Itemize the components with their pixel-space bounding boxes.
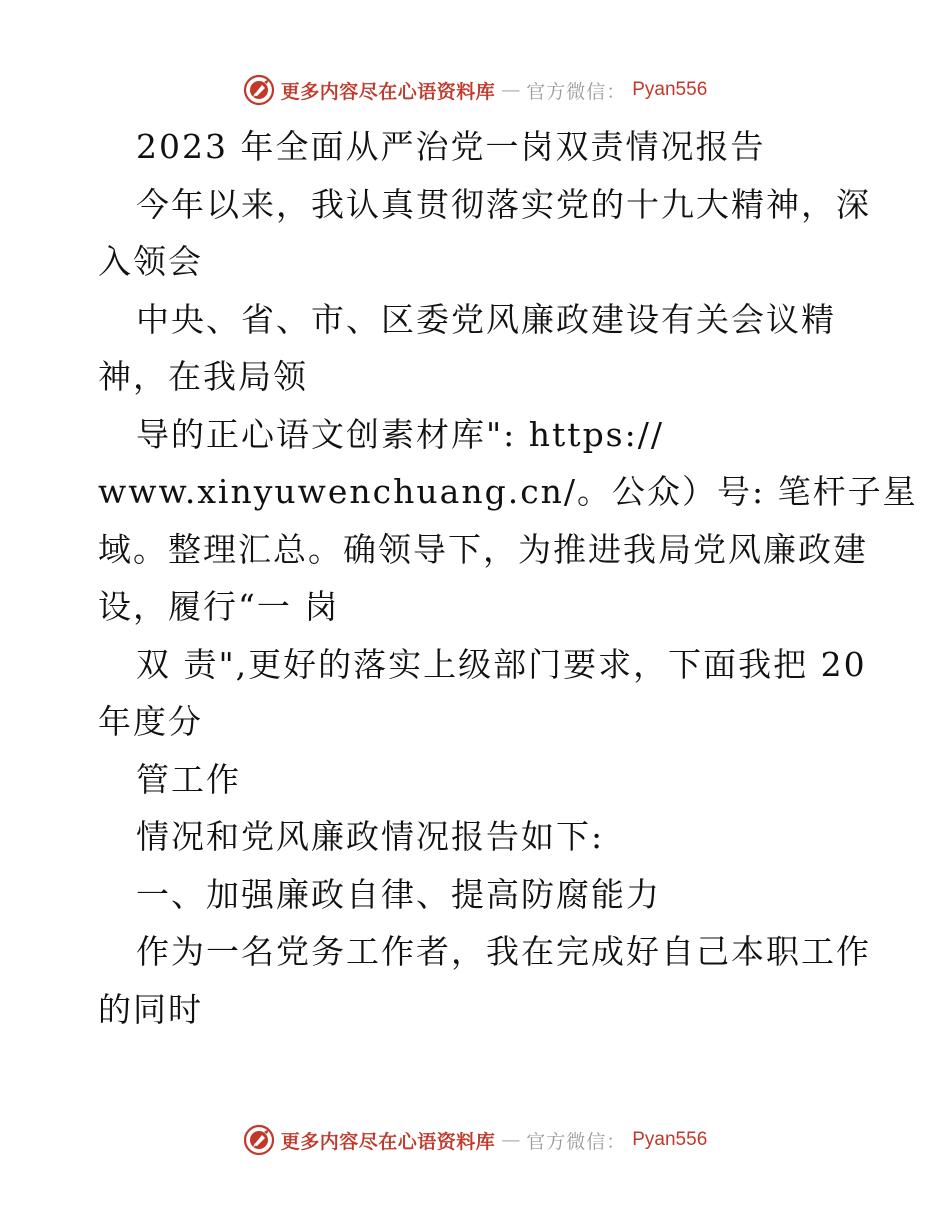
paragraph-line: 中央、省、市、区委党风廉政建设有关会议精 (136, 299, 836, 339)
pen-nib-icon (243, 74, 275, 106)
paragraph-line: 双 责",更好的落实上级部门要求，下面我把 20 (136, 644, 867, 684)
paragraph-line: 作为一名党务工作者，我在完成好自己本职工作 (136, 932, 871, 971)
paragraph-line: 入领会 (98, 242, 203, 281)
document-title: 2023 年全面从严治党一岗双责情况报告 (136, 127, 766, 166)
banner-sub-text: 官方微信： (526, 80, 627, 103)
paragraph-line: 管工作 (136, 759, 241, 799)
banner-account-id: Pyan556 (632, 1129, 708, 1150)
banner-main-text: 更多内容尽在心语资料库 (280, 80, 496, 103)
paragraph-line: 域。整理汇总。确领导下，为推进我局党风廉政建 (98, 529, 868, 569)
paragraph-line: www.xinyuwenchuang.cn/。公众）号: 笔杆子星 (98, 472, 918, 511)
banner-account-id: Pyan556 (632, 79, 708, 100)
document-body (98, 118, 918, 1038)
paragraph-line: 今年以来，我认真贯彻落实党的十九大精神，深 (136, 184, 871, 224)
banner-main-text: 更多内容尽在心语资料库 (280, 1130, 496, 1153)
paragraph-line: 的同时 (98, 989, 203, 1029)
section-heading: 一、加强廉政自律、提高防腐能力 (136, 874, 661, 914)
paragraph-line: 情况和党风廉政情况报告如下: (136, 817, 605, 856)
pen-nib-icon (243, 1124, 275, 1156)
banner-separator: — (501, 79, 521, 101)
paragraph-line: 神，在我局领 (98, 357, 308, 396)
paragraph-line: 年度分 (98, 702, 203, 741)
banner-separator: — (501, 1129, 521, 1151)
footer-banner (0, 1122, 950, 1158)
paragraph-line: 导的正心语文创素材库": https:// (136, 414, 664, 454)
header-banner (0, 72, 950, 108)
banner-sub-text: 官方微信： (526, 1130, 627, 1153)
paragraph-line: 设，履行“一 岗 (98, 587, 340, 626)
